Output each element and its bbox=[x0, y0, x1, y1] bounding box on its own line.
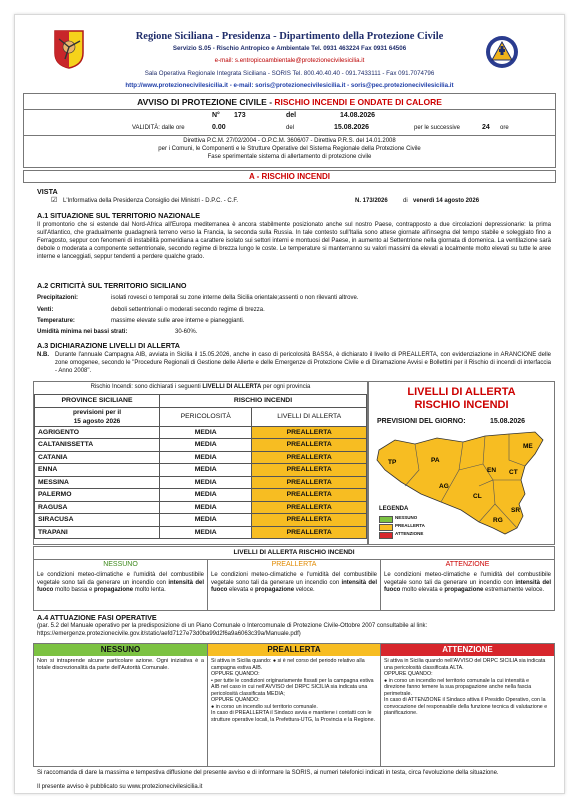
province-name: MESSINA bbox=[35, 476, 160, 489]
footer-line-1: Si raccomanda di dare la massima e tempestiva diffusione del presente avviso e di informare la SORIS, ai numeri telefonici indicati in testa, circa l'evoluzione della situazione. bbox=[37, 770, 499, 776]
fase-head-attenzione: ATTENZIONE bbox=[381, 644, 554, 656]
table-row bbox=[35, 451, 367, 464]
fase-head-preallerta: PREALLERTA bbox=[208, 644, 380, 656]
pericolosita-value: MEDIA bbox=[160, 476, 252, 489]
vista-ref: N. 173/2026 bbox=[355, 198, 388, 204]
pericolosita-value: MEDIA bbox=[160, 526, 252, 539]
header-links-line[interactable]: http://www.protezionecivilesicilia.it - e-mail: soris@protezionecivilesicilia.it - soris@pec.protezionecivilesicilia.it bbox=[125, 82, 454, 89]
province-table bbox=[34, 394, 367, 539]
previsioni-cell bbox=[35, 407, 160, 426]
level-text-attenzione bbox=[381, 570, 554, 597]
table-row bbox=[35, 526, 367, 539]
province-name: PALERMO bbox=[35, 489, 160, 502]
validita-del: del bbox=[286, 125, 295, 131]
map-label-ag: AG bbox=[439, 483, 449, 490]
province-name: AGRIGENTO bbox=[35, 426, 160, 439]
fase-para: In caso di ATTENZIONE il Sindaco attiva il Presidio Operativo, con la convocazione del responsabile della funzione tecnica di valutazione e pianificazione. bbox=[384, 697, 548, 716]
rischio-header-suffix: per ogni provincia bbox=[261, 384, 311, 390]
validita-label: VALIDITÀ: dalle ore bbox=[132, 125, 185, 131]
livello-value: PREALLERTA bbox=[252, 526, 367, 539]
livello-value: PREALLERTA bbox=[252, 489, 367, 502]
level-text-part: elevata e bbox=[227, 587, 256, 594]
pericolosita-value: MEDIA bbox=[160, 464, 252, 477]
legend-swatch-preallerta bbox=[379, 524, 393, 531]
map-prev-date: 15.08.2026 bbox=[490, 418, 526, 425]
level-text-part: Le condizioni meteo-climatiche e l'umidità del combustibile vegetale sono tali da generare un incendio con bbox=[384, 572, 551, 586]
fase-para: ● in corso un incendio nel territorio comunale la cui intensità e direzione fanno temere la sua propagazione anche nella fascia perimetrale. bbox=[384, 677, 532, 697]
a3-nb-label: N.B. bbox=[37, 352, 49, 358]
fase-para: OPPURE QUANDO: bbox=[211, 671, 260, 677]
map-title-1: LIVELLI DI ALLERTA bbox=[407, 386, 516, 398]
level-text-part: estremamente veloce. bbox=[483, 587, 545, 594]
legend-label-preallerta: PREALLERTA bbox=[395, 523, 425, 528]
level-head-nessuno: NESSUNO bbox=[103, 561, 138, 568]
divider bbox=[24, 135, 555, 136]
rischio-header-prefix: Rischio Incendi: sono dichiarati i seguenti bbox=[90, 384, 203, 390]
fase-para: Si attiva in Sicilia quando nell'AVVISO del DRPC SICILIA sia indicata una pericolosità classificata ALTA. bbox=[384, 658, 546, 671]
fase-para: In caso di PREALLERTA il Sindaco avvia e mantiene i contatti con le strutture operative locali, la Prefettura-UTG, la Provincia e la Regione. bbox=[211, 710, 375, 723]
del-value: 14.08.2026 bbox=[340, 112, 376, 119]
fase-text-preallerta bbox=[208, 656, 380, 725]
map-label-cl: CL bbox=[473, 493, 482, 500]
validita-date: 15.08.2026 bbox=[334, 124, 370, 131]
avviso-title-red: RISCHIO INCENDI E ONDATE DI CALORE bbox=[274, 97, 442, 107]
avviso-title-prefix: AVVISO DI PROTEZIONE CIVILE - bbox=[137, 97, 275, 107]
fase-col-preallerta bbox=[208, 644, 381, 766]
divider bbox=[24, 109, 555, 110]
table-row bbox=[35, 439, 367, 452]
levels-box bbox=[33, 546, 555, 611]
livello-value: PREALLERTA bbox=[252, 501, 367, 514]
a1-heading: A.1 SITUAZIONE SUL TERRITORIO NAZIONALE bbox=[37, 211, 201, 220]
a3-nb-text: Durante l'annuale Campagna AIB, avviata in Sicilia il 15.05.2026, anche in caso di pericolosità BASSA, è dichiarato il livello di PREALLERTA, con evidenziazione in ARANCIONE delle zone omogenee, secondo le "Procedure Regionali di Gestione delle Allerte e delle Emergenze di Protezione Civile e di Diramazione Avvisi e Bollettini per il Rischio di incendi di interfaccia - Anno 2008". bbox=[55, 352, 551, 374]
a2-heading: A.2 CRITICITÀ SUL TERRITORIO SICILIANO bbox=[37, 281, 187, 290]
fase-col-attenzione bbox=[381, 644, 554, 766]
successive-label: per le successive bbox=[414, 125, 461, 131]
table-row bbox=[35, 476, 367, 489]
map-label-rg: RG bbox=[493, 517, 503, 524]
header-service-line: Servizio S.05 - Rischio Antropico e Ambientale Tel. 0931 463224 Fax 0931 64506 bbox=[172, 45, 407, 52]
fase-para: ● in corso un incendio sul territorio comunale. bbox=[211, 703, 318, 710]
ore-value: 0.00 bbox=[212, 124, 226, 131]
header-soris-line: Sala Operativa Regionale Integrata Siciliana - SORIS Tel. 800.40.40.40 - 091.7433111 - Fax 091.7074796 bbox=[144, 70, 435, 77]
pericolosita-value: MEDIA bbox=[160, 501, 252, 514]
table-row bbox=[35, 489, 367, 502]
fase-para: OPPURE QUANDO: bbox=[384, 671, 433, 677]
levels-title: LIVELLI DI ALLERTA RISCHIO INCENDI bbox=[233, 549, 355, 556]
fase-head-nessuno: NESSUNO bbox=[34, 644, 207, 656]
vista-checkbox[interactable]: ☑ bbox=[51, 197, 58, 204]
province-name: CATANIA bbox=[35, 451, 160, 464]
fase-para: Si attiva in Sicilia quando: ● si è nel corso del periodo relativo alla campagna estiva AIB. bbox=[211, 658, 365, 671]
a2-value-temperature: massime elevate sulle aree interne e pianeggianti. bbox=[111, 318, 245, 324]
col-header-province: PROVINCE SICILIANE bbox=[35, 395, 160, 408]
legend-title: LEGENDA bbox=[379, 506, 409, 512]
level-text-bold: propagazione bbox=[444, 587, 484, 594]
pericolosita-value: MEDIA bbox=[160, 489, 252, 502]
level-col-preallerta bbox=[208, 560, 381, 610]
map-label-sr: SR bbox=[511, 507, 521, 514]
map-label-tp: TP bbox=[388, 459, 397, 466]
province-name: RAGUSA bbox=[35, 501, 160, 514]
level-text-part: veloce. bbox=[294, 587, 315, 594]
level-text-bold: propagazione bbox=[255, 587, 295, 594]
a2-label-temperature: Temperature: bbox=[37, 318, 75, 324]
livello-value: PREALLERTA bbox=[252, 451, 367, 464]
n-value: 173 bbox=[234, 112, 246, 119]
map-label-me: ME bbox=[523, 443, 533, 450]
pericolosita-value: MEDIA bbox=[160, 439, 252, 452]
a2-label-umidita: Umidità minima nei bassi strati: bbox=[37, 329, 128, 335]
livello-value: PREALLERTA bbox=[252, 439, 367, 452]
fase-text-attenzione bbox=[381, 656, 554, 719]
a2-label-precipitazioni: Precipitazioni: bbox=[37, 295, 79, 301]
fase-para: OPPURE QUANDO: bbox=[211, 697, 260, 703]
a3-heading: A.3 DICHIARAZIONE LIVELLI DI ALLERTA bbox=[37, 341, 180, 350]
map-prev-label: PREVISIONI DEL GIORNO: bbox=[377, 418, 466, 425]
previsioni-label: previsioni per il bbox=[72, 408, 122, 416]
vista-heading: VISTA bbox=[37, 187, 58, 196]
rischio-header bbox=[34, 384, 367, 390]
level-text-part: molto lenta. bbox=[133, 587, 166, 594]
alert-document bbox=[14, 14, 565, 794]
a2-value-venti: deboli settentrionali o moderati secondo regime di brezza. bbox=[111, 307, 265, 313]
fasi-box bbox=[33, 643, 555, 767]
province-name: SIRACUSA bbox=[35, 514, 160, 527]
table-row bbox=[35, 514, 367, 527]
a1-text: Il promontorio che si estende dal Nord-Africa all'Europa mediterranea è ancora stabilmente posizionato anche sul nostro Paese, contrapposto a due circolazioni depressionarie: la prima sull'Atlantico, che gradualmente guadagnerà terreno verso la Francia, la seconda sulla Russia. In tale contesto sull'Italia sono attese giornate all'insegna del tempo stabile e soleggiato fino a Ferragosto, seppur con fenomeni di instabilità pomeridiana a carattere isolato sui settori interni e montuosi del Paese, in aumento al Settentrione nella giornata di domenica. La ventilazione sarà debole o moderata a componente settentrionale, secondo regime di brezza lungo le coste. Le temperature si manterranno su valori massimi da elevati a localmente molto elevati su tutte le aree interne e lanceggiati, seppur tendenti a perdere qualche grado. bbox=[37, 222, 551, 260]
vista-ref-date: venerdì 14 agosto 2026 bbox=[413, 198, 480, 204]
table-row bbox=[35, 464, 367, 477]
pericolosita-value: MEDIA bbox=[160, 426, 252, 439]
avviso-title bbox=[24, 97, 555, 107]
map-label-pa: PA bbox=[431, 457, 440, 464]
legend-label-nessuno: NESSUNO bbox=[395, 515, 418, 520]
level-text-part: Le condizioni meteo-climatiche e l'umidità del combustibile vegetale sono tali da generare un incendio con bbox=[37, 572, 204, 586]
province-block bbox=[33, 381, 368, 545]
fase-text-nessuno: Non si intraprende alcune particolare azione. Ogni iniziativa è a totale discrezionalità da parte dell'Autorità Comunale. bbox=[37, 658, 204, 671]
livello-value: PREALLERTA bbox=[252, 464, 367, 477]
level-text-bold: propagazione bbox=[94, 587, 134, 594]
a2-label-venti: Venti: bbox=[37, 307, 54, 313]
level-text-part: molto bassa e bbox=[53, 587, 95, 594]
livello-value: PREALLERTA bbox=[252, 476, 367, 489]
level-text-bold: intensità del fuoco bbox=[384, 579, 551, 594]
directive-line-2: per i Comuni, le Componenti e le Strutture Operative del Sistema Regionale della Protezione Civile bbox=[158, 146, 421, 152]
pericolosita-value: MEDIA bbox=[160, 514, 252, 527]
level-text-nessuno bbox=[34, 570, 207, 597]
legend-label-attenzione: ATTENZIONE bbox=[395, 531, 424, 536]
a4-sub[interactable]: (par. 5.2 del Manuale operativo per la predisposizione di un Piano Comunale o Intercomunale di Protezione Civile-Ottobre 2007 consultabile al link: https://emergenze.protezionecivile.gov.it/static/aefd7127e73d0ba99d2f6a9a6063c39a/Manuale.pdf) bbox=[37, 623, 428, 637]
rischio-header-bold: LIVELLI DI ALLERTA bbox=[202, 384, 262, 390]
previsioni-date: 15 agosto 2026 bbox=[73, 417, 121, 425]
level-text-bold: intensità del fuoco bbox=[211, 579, 378, 594]
section-a-title: A - RISCHIO INCENDI bbox=[23, 170, 556, 183]
table-row bbox=[35, 426, 367, 439]
successive-value: 24 bbox=[482, 124, 490, 131]
level-text-bold: intensità del fuoco bbox=[37, 579, 204, 594]
col-header-rischio: RISCHIO INCENDI bbox=[160, 395, 367, 408]
footer-line-2: Il presente avviso è pubblicato su www.protezionecivilesicilia.it bbox=[37, 784, 203, 790]
fase-col-nessuno bbox=[34, 644, 208, 766]
livello-value: PREALLERTA bbox=[252, 426, 367, 439]
level-text-part: molto elevata e bbox=[400, 587, 445, 594]
pericolosita-value: MEDIA bbox=[160, 451, 252, 464]
legend-swatch-attenzione bbox=[379, 532, 393, 539]
avviso-box bbox=[23, 93, 556, 168]
map-label-en: EN bbox=[487, 467, 497, 474]
col-header-pericolosita: PERICOLOSITÀ bbox=[160, 407, 252, 426]
vista-ref-del: di bbox=[403, 198, 408, 204]
a4-heading: A.4 ATTUAZIONE FASI OPERATIVE bbox=[37, 613, 157, 622]
province-name: ENNA bbox=[35, 464, 160, 477]
a2-value-umidita: 30-60%. bbox=[175, 329, 198, 335]
level-head-preallerta: PREALLERTA bbox=[271, 561, 317, 568]
ore-unit: ore bbox=[500, 125, 509, 131]
level-text-part: Le condizioni meteo-climatiche e l'umidità del combustibile vegetale sono tali da generare un incendio con bbox=[211, 572, 377, 586]
level-text-preallerta bbox=[208, 570, 380, 597]
a2-value-precipitazioni: isolati rovesci o temporali su zone interne della Sicilia orientale;assenti o non rilevanti altrove. bbox=[111, 295, 359, 301]
directive-line-1: Direttiva P.C.M. 27/02/2004 - O.P.C.M. 3606/07 - Direttiva P.R.S. del 14.01.2008 bbox=[183, 138, 396, 144]
col-header-livelli: LIVELLI DI ALLERTA bbox=[252, 407, 367, 426]
province-name: CALTANISSETTA bbox=[35, 439, 160, 452]
header-title: Regione Siciliana - Presidenza - Dipartimento della Protezione Civile bbox=[135, 31, 444, 42]
table-row bbox=[35, 501, 367, 514]
province-name: TRAPANI bbox=[35, 526, 160, 539]
level-head-attenzione: ATTENZIONE bbox=[445, 561, 490, 568]
map-panel bbox=[368, 381, 555, 545]
directive-line-3: Fase sperimentale sistema di allertamento di protezione civile bbox=[207, 154, 372, 160]
livello-value: PREALLERTA bbox=[252, 514, 367, 527]
map-title-2: RISCHIO INCENDI bbox=[414, 399, 509, 411]
n-label: N° bbox=[212, 112, 220, 119]
level-col-nessuno bbox=[34, 560, 208, 610]
map-label-ct: CT bbox=[509, 469, 518, 476]
legend-swatch-nessuno bbox=[379, 516, 393, 523]
del-label: del bbox=[286, 112, 297, 119]
vista-text: L'Informativa della Presidenza Consiglio dei Ministri - D.P.C. - C.F. bbox=[63, 198, 239, 204]
fase-para: • per tutte le condizioni originariamente fissati per la campagna estiva AIB nel caso in cui nell'AVVISO del DRPC SICILIA sia indicata una pericolosità classificata MEDIA; bbox=[211, 677, 374, 697]
level-col-attenzione bbox=[381, 560, 554, 610]
header-email-line[interactable]: e-mail: s.entropicoambientale@protezionecivilesicilia.it bbox=[214, 57, 365, 64]
